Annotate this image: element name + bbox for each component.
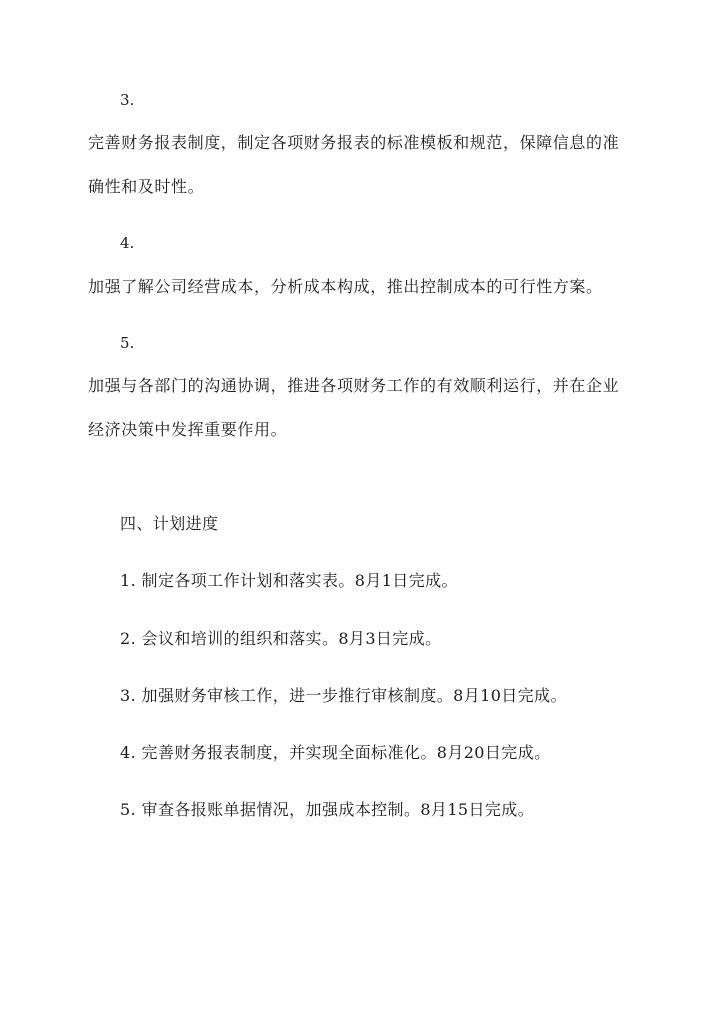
point-5-text-line-2: 经济决策中发挥重要作用。	[88, 420, 288, 439]
schedule-item-2: 2. 会议和培训的组织和落实。8月3日完成。	[120, 629, 442, 648]
point-3-number: 3.	[120, 91, 135, 109]
schedule-item-3: 3. 加强财务审核工作，进一步推行审核制度。8月10日完成。	[120, 686, 567, 705]
point-5-text-line-1: 加强与各部门的沟通协调，推进各项财务工作的有效顺利运行，并在企业	[88, 376, 620, 395]
point-3-text-line-1: 完善财务报表制度，制定各项财务报表的标准模板和规范，保障信息的准	[88, 133, 620, 152]
point-4-number: 4.	[120, 234, 135, 252]
schedule-item-1: 1. 制定各项工作计划和落实表。8月1日完成。	[120, 571, 458, 590]
schedule-item-4: 4. 完善财务报表制度，并实现全面标准化。8月20日完成。	[120, 743, 551, 762]
point-3-text-line-2: 确性和及时性。	[88, 177, 205, 196]
schedule-item-5: 5. 审查各报账单据情况，加强成本控制。8月15日完成。	[120, 800, 535, 819]
point-5-number: 5.	[120, 334, 135, 352]
point-4-text-line-1: 加强了解公司经营成本，分析成本构成，推出控制成本的可行性方案。	[88, 277, 603, 296]
section-heading: 四、计划进度	[120, 514, 219, 533]
